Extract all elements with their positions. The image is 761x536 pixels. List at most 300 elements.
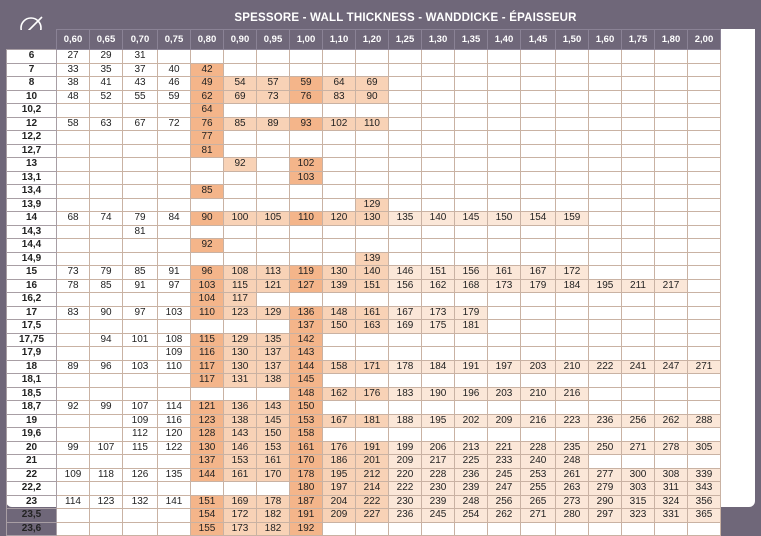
weight-cell: 107 [123,401,158,415]
weight-cell: 57 [257,77,290,91]
weight-cell [622,144,655,158]
weight-cell [224,144,257,158]
weight-cell [290,50,323,64]
weight-cell [622,522,655,536]
weight-cell: 135 [158,468,191,482]
weight-cell: 140 [422,212,455,226]
weight-cell [655,401,688,415]
weight-cell [123,131,158,145]
table-row [7,306,721,320]
weight-cell: 199 [389,441,422,455]
weight-cell [655,104,688,118]
weight-cell [57,131,90,145]
weight-cell [90,455,123,469]
weight-cell [323,374,356,388]
weight-cell [488,252,521,266]
weight-cell [589,306,622,320]
diameter-label: 14,9 [7,252,57,266]
weight-cell: 73 [57,266,90,280]
weight-cell [688,117,721,131]
weight-cell [556,198,589,212]
weight-cell: 195 [323,468,356,482]
weight-cell [422,117,455,131]
weight-cell [622,266,655,280]
weight-cell [158,225,191,239]
table-row [7,387,721,401]
weight-cell [422,90,455,104]
weight-cell [688,50,721,64]
diameter-label: 13,9 [7,198,57,212]
thickness-header: 0,70 [123,30,158,50]
weight-cell [655,374,688,388]
weight-cell: 173 [488,279,521,293]
weight-cell [688,522,721,536]
diameter-label: 23 [7,495,57,509]
weight-cell: 119 [290,266,323,280]
weight-cell [123,522,158,536]
weight-cell [688,77,721,91]
weight-cell [356,185,389,199]
weight-cell [224,320,257,334]
weight-cell [521,131,556,145]
weight-cell [224,63,257,77]
weight-cell: 254 [455,509,488,523]
weight-cell: 142 [290,333,323,347]
weight-cell [455,171,488,185]
weight-cell: 144 [191,468,224,482]
weight-cell [356,131,389,145]
weight-cell [224,482,257,496]
weight-cell: 162 [422,279,455,293]
weight-cell: 74 [90,212,123,226]
weight-cell: 223 [556,414,589,428]
weight-cell [521,522,556,536]
weight-cell [290,252,323,266]
weight-cell [356,428,389,442]
weight-cell: 105 [257,212,290,226]
weight-cell [356,347,389,361]
weight-cell [589,239,622,253]
weight-cell [688,185,721,199]
weight-cell [488,428,521,442]
weight-cell: 178 [257,495,290,509]
weight-cell [589,171,622,185]
weight-cell [622,306,655,320]
weight-cell [389,117,422,131]
weight-cell: 97 [123,306,158,320]
weight-cell [389,104,422,118]
weight-cell: 85 [191,185,224,199]
weight-cell [622,212,655,226]
weight-cell: 138 [224,414,257,428]
diameter-label: 12,2 [7,131,57,145]
weight-cell: 59 [158,90,191,104]
weight-cell [688,252,721,266]
weight-cell [688,374,721,388]
weight-cell [488,374,521,388]
weight-cell [688,387,721,401]
weight-cell: 118 [90,468,123,482]
weight-cell [622,90,655,104]
weight-cell: 271 [622,441,655,455]
weight-cell [191,225,224,239]
weight-cell: 112 [123,428,158,442]
weight-table [6,29,721,536]
weight-cell [290,293,323,307]
weight-cell: 209 [323,509,356,523]
weight-cell: 228 [521,441,556,455]
weight-cell [488,63,521,77]
weight-cell [455,198,488,212]
weight-cell: 161 [257,455,290,469]
weight-cell [556,144,589,158]
weight-cell: 315 [622,495,655,509]
weight-cell [455,293,488,307]
weight-cell [488,117,521,131]
weight-cell: 365 [688,509,721,523]
weight-cell [224,252,257,266]
weight-cell [556,306,589,320]
weight-cell: 121 [257,279,290,293]
weight-cell [257,387,290,401]
weight-cell [688,90,721,104]
weight-cell [57,374,90,388]
weight-cell [90,252,123,266]
weight-cell [455,522,488,536]
corner-cell [7,30,57,50]
weight-cell [90,225,123,239]
weight-cell [57,293,90,307]
weight-cell [455,63,488,77]
weight-cell: 170 [290,455,323,469]
weight-cell [589,50,622,64]
table-row [7,482,721,496]
weight-cell: 203 [521,360,556,374]
weight-cell [323,50,356,64]
weight-cell [688,131,721,145]
diameter-label: 16 [7,279,57,293]
weight-cell: 31 [123,50,158,64]
weight-cell: 148 [323,306,356,320]
weight-cell: 67 [123,117,158,131]
weight-cell [90,144,123,158]
weight-cell: 131 [224,374,257,388]
weight-cell: 144 [290,360,323,374]
weight-cell [488,239,521,253]
weight-cell: 161 [356,306,389,320]
weight-cell: 92 [191,239,224,253]
weight-cell: 247 [655,360,688,374]
weight-cell: 196 [455,387,488,401]
diameter-label: 13,4 [7,185,57,199]
weight-cell [57,158,90,172]
weight-cell: 129 [356,198,389,212]
weight-cell [521,171,556,185]
table-row [7,333,721,347]
weight-cell: 206 [422,441,455,455]
weight-cell: 162 [323,387,356,401]
weight-cell [191,482,224,496]
weight-cell: 110 [158,360,191,374]
weight-cell [622,239,655,253]
weight-cell [356,374,389,388]
weight-cell: 114 [158,401,191,415]
weight-cell [655,225,688,239]
weight-cell [488,225,521,239]
weight-cell [191,171,224,185]
weight-cell: 132 [123,495,158,509]
weight-cell: 81 [123,225,158,239]
weight-cell: 130 [356,212,389,226]
weight-cell: 222 [389,482,422,496]
weight-cell: 241 [622,360,655,374]
table-row [7,455,721,469]
weight-cell [123,509,158,523]
weight-cell [90,158,123,172]
weight-cell: 182 [257,509,290,523]
weight-cell: 169 [389,320,422,334]
weight-cell: 183 [389,387,422,401]
weight-cell [521,50,556,64]
diameter-label: 17,75 [7,333,57,347]
weight-cell: 151 [191,495,224,509]
weight-cell: 170 [257,468,290,482]
weight-cell: 117 [191,374,224,388]
weight-cell: 40 [158,63,191,77]
weight-cell: 179 [455,306,488,320]
thickness-header: 0,75 [158,30,191,50]
weight-cell [556,374,589,388]
weight-cell [556,63,589,77]
weight-cell [655,306,688,320]
weight-cell: 161 [290,441,323,455]
diameter-label: 18,7 [7,401,57,415]
weight-cell: 100 [224,212,257,226]
weight-cell [488,306,521,320]
weight-cell [257,239,290,253]
diameter-label: 14,3 [7,225,57,239]
weight-cell [257,158,290,172]
weight-cell [257,171,290,185]
weight-cell [191,158,224,172]
weight-cell [290,104,323,118]
weight-cell: 92 [57,401,90,415]
weight-cell [90,104,123,118]
weight-cell: 129 [257,306,290,320]
weight-cell: 102 [290,158,323,172]
weight-cell [455,185,488,199]
weight-cell [224,131,257,145]
weight-cell [356,63,389,77]
weight-cell: 59 [290,77,323,91]
weight-cell: 154 [521,212,556,226]
weight-cell: 76 [290,90,323,104]
weight-cell [323,185,356,199]
weight-cell [290,185,323,199]
weight-cell [389,347,422,361]
weight-cell: 115 [123,441,158,455]
weight-cell: 163 [356,320,389,334]
weight-cell: 288 [688,414,721,428]
weight-cell [556,320,589,334]
weight-cell: 123 [224,306,257,320]
weight-cell: 222 [589,360,622,374]
weight-cell [123,144,158,158]
weight-cell [90,482,123,496]
weight-cell: 99 [57,441,90,455]
weight-cell: 261 [556,468,589,482]
weight-cell [655,171,688,185]
weight-cell [123,171,158,185]
weight-cell [655,266,688,280]
weight-cell: 72 [158,117,191,131]
weight-cell [622,50,655,64]
table-row [7,414,721,428]
weight-cell [422,158,455,172]
weight-cell [290,198,323,212]
weight-cell [622,171,655,185]
weight-cell [389,401,422,415]
table-row [7,198,721,212]
weight-cell [57,185,90,199]
table-row [7,293,721,307]
weight-cell [622,104,655,118]
weight-cell [556,158,589,172]
weight-cell [290,144,323,158]
weight-cell: 64 [191,104,224,118]
weight-cell: 191 [356,441,389,455]
thickness-header: 1,80 [655,30,688,50]
weight-cell [655,347,688,361]
weight-cell: 103 [158,306,191,320]
weight-cell [688,455,721,469]
weight-cell: 117 [191,360,224,374]
weight-cell [90,428,123,442]
weight-cell: 122 [158,441,191,455]
weight-cell [356,158,389,172]
weight-cell: 126 [123,468,158,482]
weight-cell [521,320,556,334]
weight-cell [521,158,556,172]
weight-cell: 156 [455,266,488,280]
weight-cell [90,414,123,428]
weight-cell: 35 [90,63,123,77]
diameter-label: 16,2 [7,293,57,307]
weight-cell: 145 [257,414,290,428]
weight-cell [356,293,389,307]
weight-cell [488,320,521,334]
weight-cell: 94 [90,333,123,347]
weight-cell [589,77,622,91]
weight-cell [123,347,158,361]
weight-cell [556,428,589,442]
thickness-header: 1,10 [323,30,356,50]
weight-cell: 91 [123,279,158,293]
weight-cell [688,279,721,293]
weight-cell [191,387,224,401]
weight-cell [488,401,521,415]
table-row [7,63,721,77]
weight-cell [589,374,622,388]
weight-cell: 159 [556,212,589,226]
diameter-label: 20 [7,441,57,455]
weight-cell [488,50,521,64]
weight-cell: 235 [556,441,589,455]
weight-cell [455,144,488,158]
weight-cell: 58 [57,117,90,131]
diameter-label: 18 [7,360,57,374]
weight-cell [422,131,455,145]
weight-cell: 37 [123,63,158,77]
weight-cell [123,482,158,496]
weight-cell [323,144,356,158]
weight-cell: 85 [123,266,158,280]
weight-cell [57,144,90,158]
weight-cell [90,387,123,401]
weight-cell [224,50,257,64]
weight-cell: 146 [389,266,422,280]
weight-cell: 97 [158,279,191,293]
weight-cell [123,387,158,401]
weight-cell: 156 [389,279,422,293]
weight-cell: 151 [422,266,455,280]
table-row [7,360,721,374]
weight-cell [158,144,191,158]
weight-cell: 187 [290,495,323,509]
weight-cell [356,333,389,347]
weight-cell: 129 [224,333,257,347]
weight-cell: 49 [191,77,224,91]
weight-cell: 121 [191,401,224,415]
weight-cell: 181 [455,320,488,334]
weight-cell [389,77,422,91]
weight-cell: 256 [622,414,655,428]
weight-cell: 225 [455,455,488,469]
diameter-label: 12,7 [7,144,57,158]
weight-cell [521,117,556,131]
weight-cell: 153 [224,455,257,469]
weight-cell [257,252,290,266]
weight-cell: 83 [323,90,356,104]
weight-cell [123,320,158,334]
weight-cell [521,428,556,442]
weight-cell: 210 [521,387,556,401]
weight-cell: 202 [455,414,488,428]
weight-cell [90,293,123,307]
weight-cell [356,401,389,415]
weight-cell [688,171,721,185]
weight-cell: 123 [191,414,224,428]
weight-cell [655,455,688,469]
table-row [7,104,721,118]
weight-cell: 212 [356,468,389,482]
weight-cell [422,77,455,91]
weight-cell [688,104,721,118]
weight-cell [389,522,422,536]
weight-cell: 300 [622,468,655,482]
weight-cell [589,347,622,361]
diameter-label: 6 [7,50,57,64]
weight-cell: 155 [191,522,224,536]
weight-cell: 171 [356,360,389,374]
weight-cell [356,171,389,185]
weight-cell [123,252,158,266]
weight-cell: 153 [257,441,290,455]
weight-cell [688,333,721,347]
weight-cell: 195 [589,279,622,293]
weight-cell [257,482,290,496]
weight-cell [688,306,721,320]
